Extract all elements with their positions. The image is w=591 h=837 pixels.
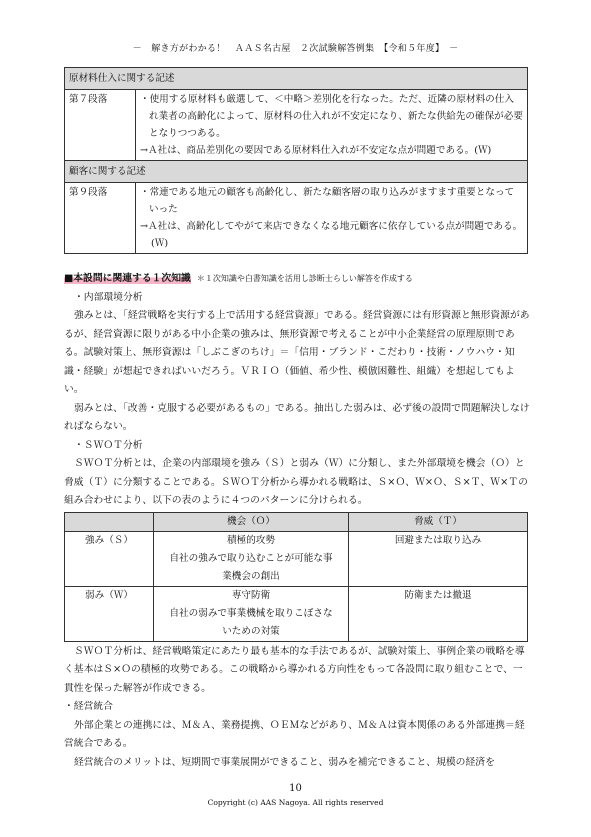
- swot-table: [64, 512, 528, 642]
- knowledge-heading: [64, 270, 530, 289]
- swot-cell-wt: [349, 586, 528, 641]
- swot-row-weakness: [65, 586, 528, 641]
- section-heading-customers: 顧客に関する記述: [65, 161, 528, 183]
- integration-title: ・経営統合: [64, 701, 113, 712]
- swot-row-label: 強み（Ｓ）: [65, 531, 154, 586]
- strength-paragraph: 強みとは、「経営戦略を実行する上で活用する経営資源」である。経営資源には有形資源と無形資源があるが、経営資源に限りがある中小企業の強みは、無形資源で考えることが中小企業経営の原理原則である。試験対策上、無形資源は「しぶこぎのちけ」＝「信用・ブランド・こだわり・技術・ノウハウ・知識・経験」が想起できればいいだろう。ＶＲＩＯ（価値、希少性、模倣困難性、組織）を想起してもよい。: [64, 310, 530, 395]
- swot-row-label: 弱み（Ｗ）: [65, 586, 154, 641]
- swot-row-strength: [65, 531, 528, 586]
- evidence-quote: ・使用する原材料も厳選して、＜中略＞差別化を行なった。ただ、近隣の原材料の仕入れ業者の高齢化によって、原材料の仕入れが不安定になり、新たな供給先の確保が必要となりつつある。: [140, 94, 523, 139]
- integration-paragraph: 経営統合のメリットは、短期間で事業展開ができること、弱みを補完できること、規模の経済を: [74, 756, 495, 768]
- page-number: 10: [289, 783, 302, 794]
- swot-header-row: [65, 512, 528, 531]
- swot-title: ・ＳＷＯＴ分析: [74, 439, 143, 451]
- section-heading-materials: 原材料仕入に関する記述: [65, 68, 528, 90]
- swot-header-threat: 脅威（Ｔ）: [349, 512, 528, 531]
- evidence-cell: [136, 183, 528, 254]
- swot-after-paragraph: ＳＷＯＴ分析は、経営戦略策定にあたり最も基本的な手法であるが、試験対策上、事例企業の戦略を導く基本はＳ×Ｏの積極的攻勢である。この戦略から導かれる方向性をもって各設問に取り組むことで、一貫性を保った解答が作成できる。: [64, 645, 525, 694]
- evidence-quote: ・常連である地元の顧客も高齢化し、新たな顧客層の取り込みがますます重要となっていった: [140, 187, 515, 215]
- knowledge-heading-text: ■本設問に関連する１次知識: [64, 273, 191, 284]
- swot-strategy-name: 回避または取り込み: [394, 534, 482, 546]
- swot-corner-cell: [65, 512, 154, 531]
- integration-paragraph: 外部企業との連携には、Ｍ＆Ａ、業務提携、ＯＥＭなどがあり、Ｍ＆Ａは資本関係のある外部連携＝経営統合である。: [64, 719, 525, 749]
- knowledge-note: ＊１次知識や白書知識を活用し診断士らしい解答を作成する: [196, 274, 413, 283]
- knowledge-section: [64, 270, 530, 772]
- page-header: － 解き方がわかる！ ＡＡＳ名古屋 ２次試験解答例集 【令和５年度】 －: [132, 44, 459, 54]
- evidence-analysis: →Ａ社は、商品差別化の要因である原材料仕入れが不安定な点が問題である。(Ｗ): [140, 145, 492, 156]
- swot-strategy-desc: 自社の弱みで事業機械を取りこぼさな: [169, 607, 333, 619]
- evidence-cell: [136, 90, 528, 161]
- copyright: Copyright (c) AAS Nagoya. All rights reserved: [207, 798, 384, 807]
- swot-strategy-name: 積極的攻勢: [227, 534, 275, 546]
- swot-cell-wo: [154, 586, 349, 641]
- swot-header-opportunity: 機会（Ｏ）: [154, 512, 349, 531]
- evidence-analysis: →Ａ社は、高齢化してやがて来店できなくなる地元顧客に依存している点が問題である。(Ｗ): [140, 221, 523, 249]
- evidence-table: [64, 67, 528, 254]
- swot-cell-so: [154, 531, 349, 586]
- paragraph-ref: 第９段落: [65, 183, 136, 254]
- internal-analysis-title: ・内部環境分析: [74, 291, 143, 303]
- weakness-paragraph: 弱みとは、「改善・克服する必要があるもの」である。抽出した弱みは、必ず後の設問で問題解決しなければならない。: [64, 402, 530, 432]
- swot-strategy-desc: 業機会の創出: [222, 570, 280, 582]
- swot-cell-st: [349, 531, 528, 586]
- swot-strategy-desc: いための対策: [222, 625, 280, 637]
- paragraph-ref: 第７段落: [65, 90, 136, 161]
- swot-strategy-name: 防衛または撤退: [404, 589, 472, 601]
- swot-strategy-desc: 自社の強みで取り込むことが可能な事: [169, 552, 333, 564]
- swot-paragraph: ＳＷＯＴ分析とは、企業の内部環境を強み（Ｓ）と弱み（Ｗ）に分類し、また外部環境を機会（Ｏ）と脅威（Ｔ）に分類することである。ＳＷＯＴ分析から導かれる戦略は、Ｓ×Ｏ、Ｗ×Ｏ、Ｓ×Ｔ、Ｗ×Ｔの組み合わせにより、以下の表のように４つのパターンに分けられる。: [64, 458, 528, 506]
- swot-strategy-name: 専守防衛: [231, 589, 271, 601]
